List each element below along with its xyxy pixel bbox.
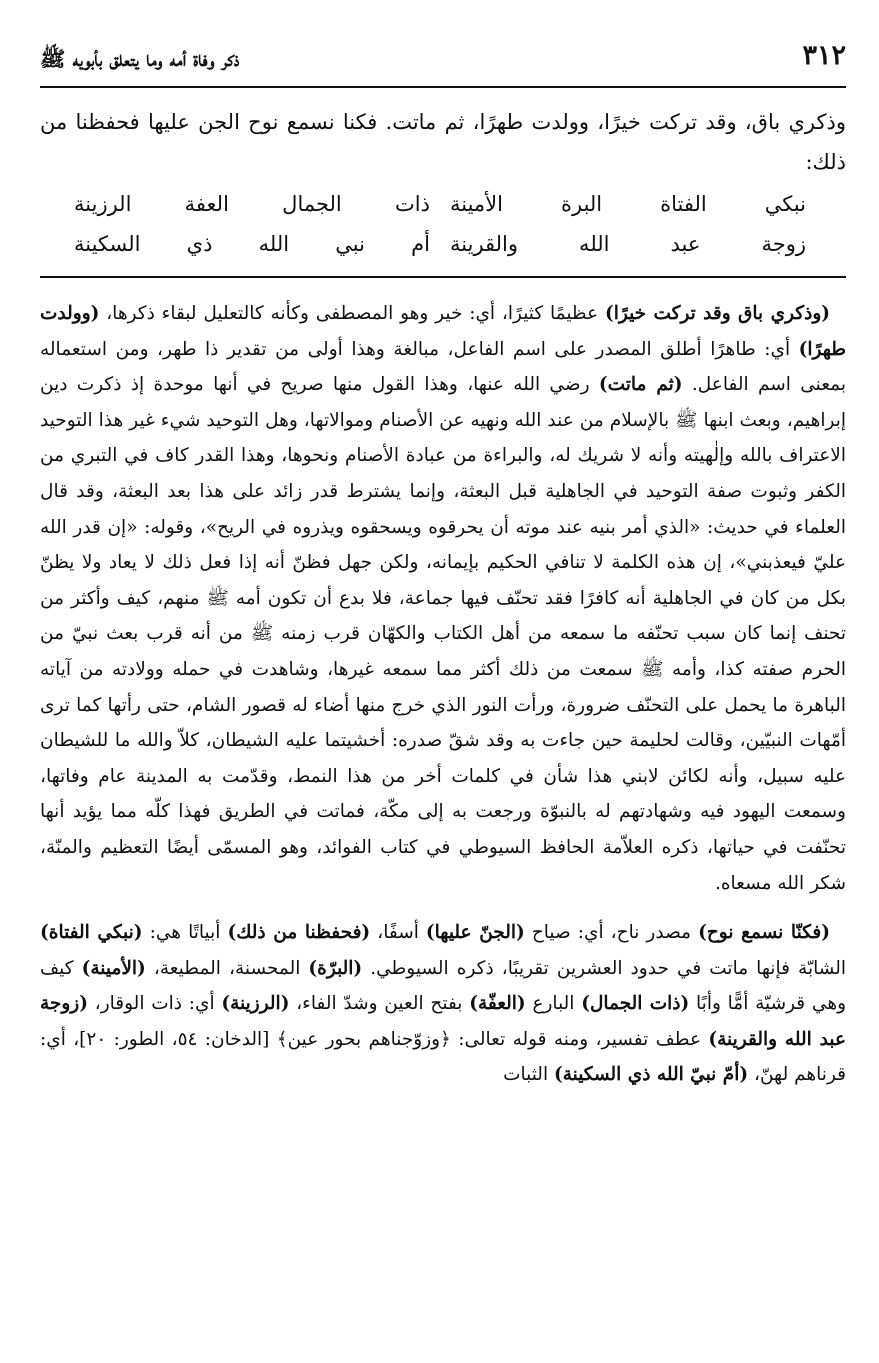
poem-verse <box>64 224 816 264</box>
poem <box>64 184 816 264</box>
commentary-text: أي: طاهرًا أطلق المصدر على اسم الفاعل، مبالغة وهذا أولى من تقدير ذا طهر، ومن استعماله بمعنى اسم الفاعل. <box>40 338 846 396</box>
bold-quoted-phrase: (زوجة عبد الله والقرينة) <box>40 993 846 1050</box>
commentary-text: المحسنة، المطيعة، <box>145 957 309 979</box>
bold-quoted-phrase: (الجنّ عليها) <box>425 922 525 944</box>
bold-quoted-phrase: (أمّ نبيّ الله ذي السكينة) <box>553 1064 749 1086</box>
bold-quoted-phrase: (فحفظنا من ذلك) <box>227 922 371 944</box>
commentary-paragraph-2 <box>40 915 846 1093</box>
commentary-text: مصدر ناح، أي: صياح <box>524 922 699 944</box>
page-number: ٣١٢ <box>802 40 846 71</box>
bold-quoted-phrase: (فكنّا نسمع نوح) <box>698 922 830 944</box>
commentary-text: الثبات <box>503 1064 554 1086</box>
commentary-text: البارع <box>525 993 582 1015</box>
separator-rule <box>40 276 846 278</box>
commentary-paragraph-1 <box>40 296 846 901</box>
verse-second-hemistich: أم نبي الله ذي السكينة <box>74 232 430 256</box>
commentary-text: أي: ذات الوقار، <box>87 993 222 1015</box>
commentary <box>40 296 846 1093</box>
book-page <box>40 38 846 1338</box>
main-paragraph: وذكري باق، وقد تركت خيرًا، وولدت طهرًا، ثم ماتت. فكنا نسمع نوح الجن عليها فحفظنا من ذلك: <box>40 110 846 174</box>
commentary-text: كيف وهي قرشيّة أمًّا وأبًا <box>40 957 847 1015</box>
commentary-text: عظيمًا كثيرًا، أي: خير وهو المصطفى وكأنه كالتعليل لبقاء ذكرها، <box>99 303 605 324</box>
bold-quoted-phrase: (الأمينة) <box>81 957 146 979</box>
main-text <box>40 102 846 264</box>
commentary-text: أبياتًا هي: <box>142 922 228 944</box>
commentary-text: بفتح العين وشدّ الفاء، <box>289 993 470 1015</box>
bold-quoted-phrase: (ثم ماتت) <box>598 374 683 396</box>
page-header <box>40 38 846 88</box>
bold-quoted-phrase: (الرزينة) <box>221 993 290 1015</box>
bold-quoted-phrase: (البرّة) <box>308 957 363 979</box>
running-title: ذكر وفاة أمه وما يتعلق بأبويه ﷺ <box>40 46 240 71</box>
poem-verse <box>64 184 816 224</box>
bold-quoted-phrase: (وذكري باق وقد تركت خيرًا) <box>604 303 831 324</box>
bold-quoted-phrase: (وولدت طهرًا) <box>40 303 846 360</box>
bold-quoted-phrase: (العفّة) <box>469 993 526 1015</box>
commentary-text: عطف تفسير، ومنه قوله تعالى: ﴿وزوّجناهم بحور عين﴾ [الدخان: ٥٤، الطور: ٢٠]، أي: قرناهم لهنّ، <box>40 1028 846 1086</box>
verse-first-hemistich: زوجة عبد الله والقرينة <box>450 232 806 256</box>
verse-second-hemistich: ذات الجمال العفة الرزينة <box>74 192 430 216</box>
verse-first-hemistich: نبكي الفتاة البرة الأمينة <box>450 192 806 216</box>
commentary-text: أسفًا، <box>370 922 426 944</box>
commentary-text: رضي الله عنها، وهذا القول منها صريح في أنها موحدة إذ ذكرت دين إبراهيم، وبعث ابنها ﷺ بالإسلام من عند الله ونهيه عن الأصنام وموالاتها، وهل التوحيد شيء غير هذا التوحيد الاعتراف بالله وإلٰهيته وأنه لا شريك له، والبراءة من عبادة الأصنام ونحوها، وهذا القدر كاف في التبري من الكفر وثبوت صفة التوحيد في الجاهلية قبل البعثة، وإنما يشترط قدر زائد على هذا بعد البعثة، وقد قال العلماء في حديث: «الذي أمر بنيه عند موته أن يحرقوه ويسحقوه ويذروه في الريح»، وقوله: «إن قدر الله عليّ فيعذبني»، إن هذه الكلمة لا تنافي الحكيم بإيمانه، ولكن جهل فظنّ أنه إذا فعل ذلك لا يعاد ولا يظنّ بكل من كان في الجاهلية أنه كافرًا فقد تحنّف فيها جماعة، فلا بدع أن تكون أمه ﷺ منهم، كيف وأكثر من تحنف إنما كان سبب تحنّفه ما سمعه من أهل الكتاب والكهّان قرب زمنه ﷺ من أنه قرب بعث نبيّ من الحرم صفته كذا، وأمه ﷺ سمعت من ذلك أكثر مما سمعه غيرها، وشاهدت في حمله وولادته من آياته الباهرة ما يحمل على التحنّف ضرورة، ورأت النور الذي خرج منها أضاء له قصور الشام، حتى رأتها كما ترى أمّهات النبيّين، وقالت لحليمة حين جاءت به وقد شقّ صدره: أخشيتما عليه الشيطان، كلاّ والله ما للشيطان عليه سبيل، وأنه لكائن لابني هذا شأن في كلمات أخر من هذا النمط، وقدّمت به المدينة عام وفاتها، وسمعت اليهود فيه وشهادتهم له بالنبوّة ورجعت به إلى مكّة، فماتت في الطريق فهذا كلّه مما يؤيد أنها تحنّفت في حياتها، ذكره العلاّمة الحافظ السيوطي في كتاب الفوائد، وهو المسمّى أيضًا التعظيم والمنّة، شكر الله مسعاه. <box>40 374 846 894</box>
commentary-text: الشابّة فإنها ماتت في حدود العشرين تقريبًا، ذكره السيوطي. <box>362 957 847 979</box>
bold-quoted-phrase: (نبكي الفتاة) <box>40 922 143 944</box>
bold-quoted-phrase: (ذات الجمال) <box>581 993 690 1015</box>
